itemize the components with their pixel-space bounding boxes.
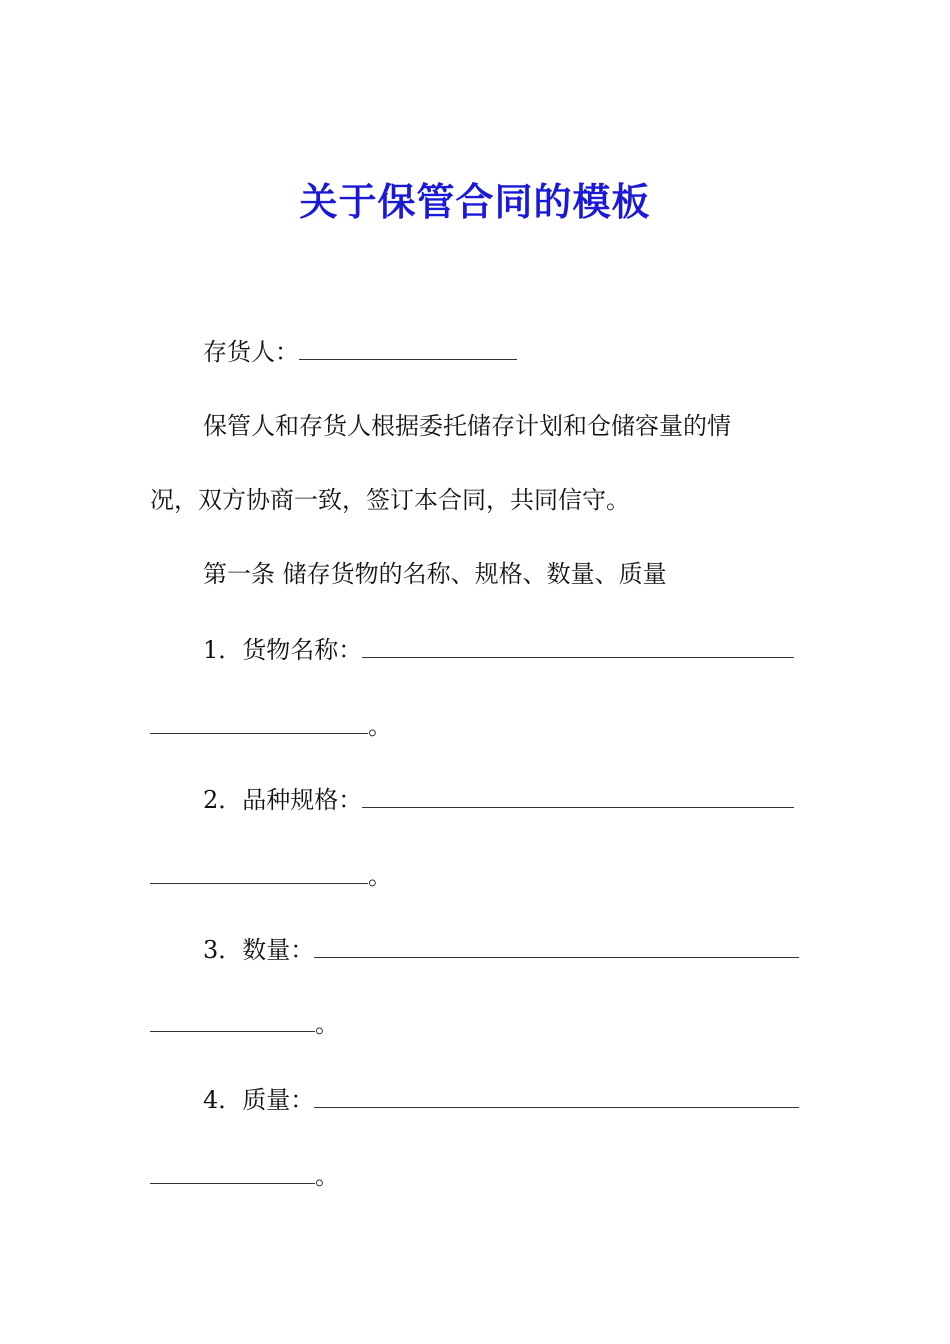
intro-line-2: 况，双方协商一致，签订本合同，共同信守。 xyxy=(150,486,630,514)
item-2-continuation xyxy=(150,858,392,894)
item-2-line xyxy=(203,782,794,818)
item-2-period: 。 xyxy=(368,862,392,890)
item-4-blank-cont[interactable] xyxy=(150,1163,315,1184)
item-3-label: 3．数量： xyxy=(203,936,315,964)
item-1-label: 1．货物名称： xyxy=(203,636,363,664)
item-4-line xyxy=(203,1082,799,1118)
item-1-blank-cont[interactable] xyxy=(150,713,368,734)
item-1-line xyxy=(203,632,794,668)
item-1-period: 。 xyxy=(368,712,392,740)
item-2-label: 2．品种规格： xyxy=(203,786,363,814)
article-1-heading: 第一条 储存货物的名称、规格、数量、质量 xyxy=(203,560,667,588)
item-4-continuation xyxy=(150,1158,339,1194)
depositor-label: 存货人： xyxy=(203,338,299,366)
item-3-blank-cont[interactable] xyxy=(150,1011,315,1032)
item-2-blank[interactable] xyxy=(362,787,794,808)
item-3-blank[interactable] xyxy=(314,937,799,958)
item-2-blank-cont[interactable] xyxy=(150,863,368,884)
depositor-line xyxy=(203,334,517,370)
item-1-blank[interactable] xyxy=(362,637,794,658)
depositor-blank[interactable] xyxy=(299,339,517,360)
item-4-label: 4．质量： xyxy=(203,1086,315,1114)
item-3-period: 。 xyxy=(315,1010,339,1038)
intro-line-1: 保管人和存货人根据委托储存计划和仓储容量的情 xyxy=(203,412,731,440)
item-3-line xyxy=(203,932,799,968)
item-4-blank[interactable] xyxy=(314,1087,799,1108)
item-4-period: 。 xyxy=(315,1162,339,1190)
document-title: 关于保管合同的模板 xyxy=(299,179,651,224)
item-1-continuation xyxy=(150,708,392,744)
item-3-continuation xyxy=(150,1006,339,1042)
